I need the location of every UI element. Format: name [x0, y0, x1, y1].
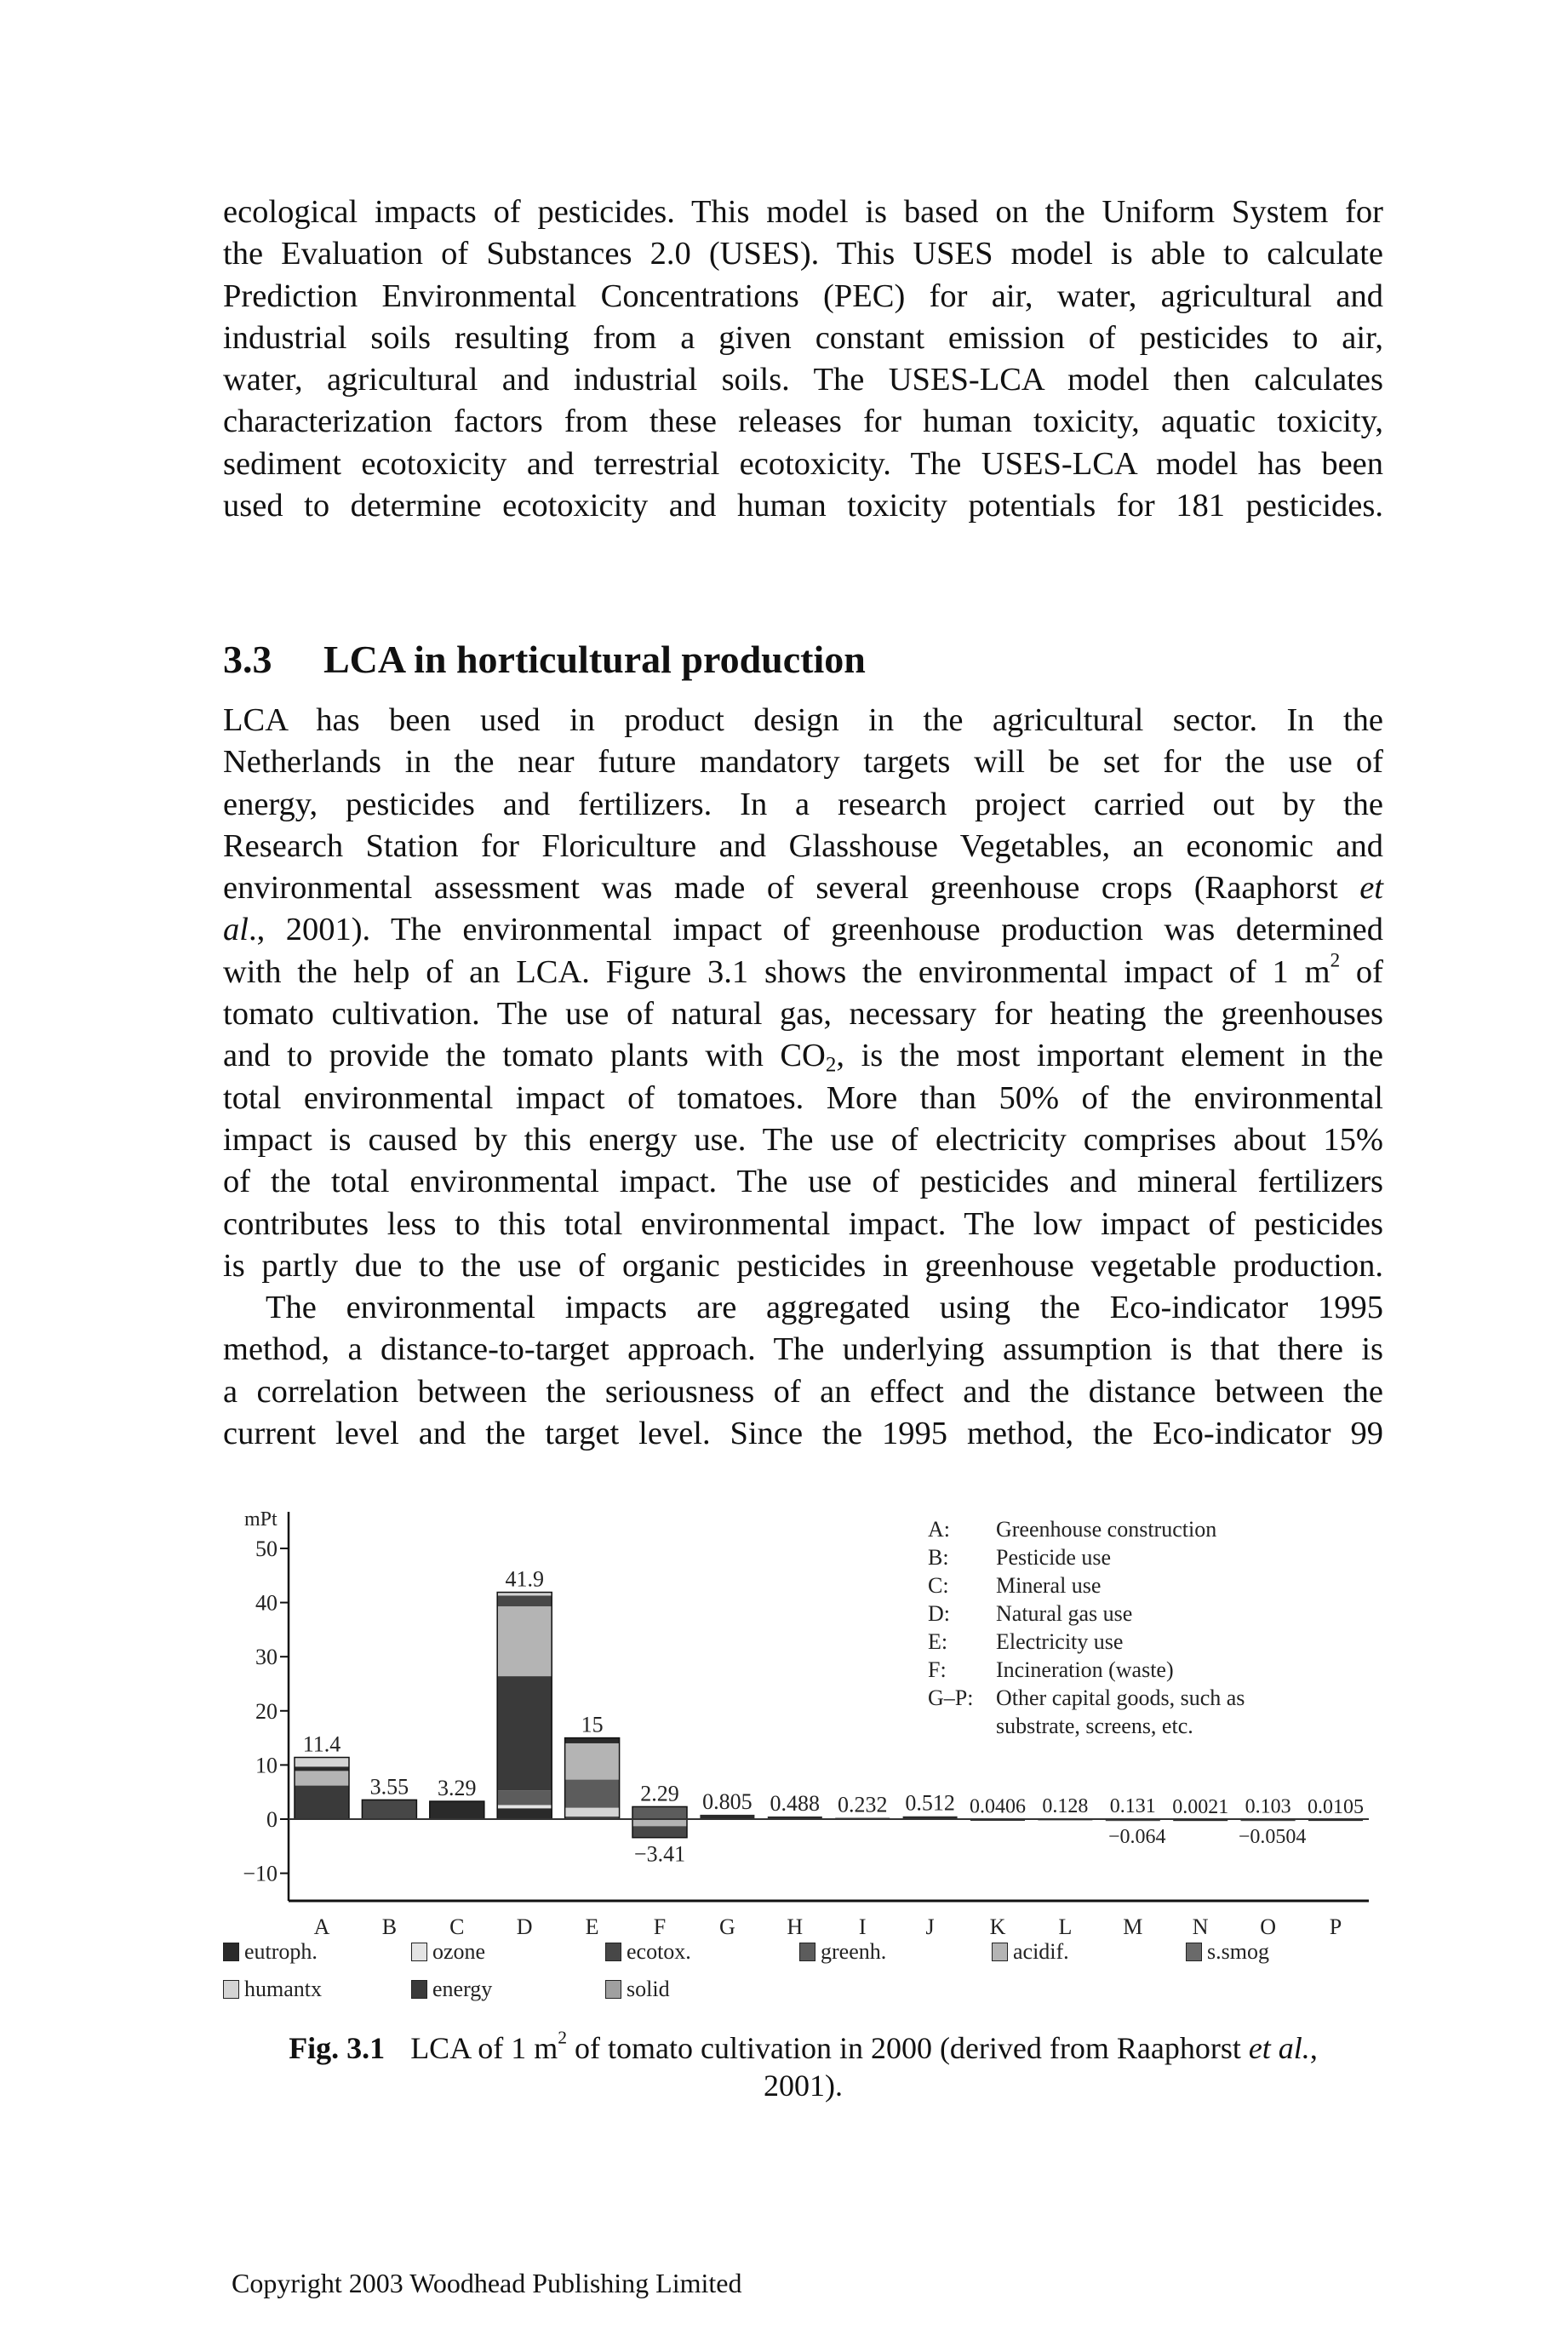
category-legend-row — [928, 1684, 1245, 1712]
bar-value-label: 3.55 — [369, 1774, 409, 1800]
bar-segment — [497, 1790, 552, 1805]
caption-text: of tomato cultivation in 2000 (derived from Raaphorst — [567, 2031, 1249, 2065]
x-tick-label: J — [925, 1914, 935, 1939]
x-tick-label: A — [313, 1914, 330, 1939]
y-tick-label: 40 — [255, 1590, 278, 1616]
text-segment: environmental assessment was made of several greenhouse crops (Raaphorst — [223, 870, 1360, 907]
subscript: 2 — [825, 1053, 837, 1077]
category-legend-row — [928, 1543, 1245, 1571]
legend-label: greenh. — [821, 1939, 887, 1964]
bar-value-label-negative: −0.0504 — [1238, 1826, 1307, 1848]
bar-segment — [497, 1606, 552, 1676]
text-line: sediment ecotoxicity and terrestrial ecotoxicity. The USES-LCA model has been — [223, 445, 1383, 482]
text-line: Research Station for Floriculture and Glasshouse Vegetables, an economic and — [223, 827, 1383, 864]
text-line: impact is caused by this energy use. The use of electricity comprises about 15% — [223, 1121, 1383, 1158]
caption-text: LCA of 1 m — [410, 2031, 558, 2065]
bar-segment — [497, 1808, 552, 1819]
text-line: The environmental impacts are aggregated using the Eco-indicator 1995 — [266, 1290, 1383, 1325]
bar-segment — [565, 1738, 620, 1743]
category-legend — [928, 1515, 1245, 1740]
bar-value-label: 3.29 — [438, 1776, 477, 1801]
series-legend-item — [1186, 1939, 1269, 1965]
y-axis-label: mPt — [244, 1508, 278, 1531]
bar-value-label: 2.29 — [640, 1781, 679, 1806]
category-key — [928, 1712, 996, 1740]
text-line: Prediction Environmental Concentrations (PEC) for air, water, agricultural and — [223, 278, 1383, 314]
category-legend-row — [928, 1656, 1245, 1684]
y-tick-label: 50 — [255, 1537, 278, 1561]
text-segment: ., 2001). The environmental impact of greenhouse production was determined — [248, 912, 1383, 948]
legend-label: solid — [627, 1977, 670, 2001]
text-segment: and to provide the tomato plants with CO — [223, 1038, 826, 1074]
category-key: A: — [928, 1517, 950, 1542]
x-tick-label: M — [1123, 1914, 1143, 1939]
italic-text: et al. — [1248, 2031, 1310, 2065]
y-tick-label: 10 — [255, 1753, 278, 1778]
x-tick-label: G — [719, 1914, 735, 1939]
bar-segment — [430, 1801, 484, 1819]
category-description: Incineration (waste) — [996, 1657, 1174, 1682]
bar-value-label: 0.512 — [905, 1790, 955, 1816]
bar-segment — [565, 1780, 620, 1808]
x-tick-label: I — [858, 1914, 867, 1939]
bar-segment — [295, 1766, 349, 1771]
category-legend-row — [928, 1599, 1245, 1628]
legend-swatch — [1186, 1943, 1202, 1961]
category-key: B: — [928, 1545, 949, 1570]
bar-segment — [632, 1826, 687, 1837]
legend-label: eutroph. — [244, 1939, 318, 1964]
category-description: Greenhouse construction — [996, 1517, 1217, 1542]
bar-value-label: 11.4 — [302, 1731, 341, 1757]
category-key: G–P: — [928, 1685, 974, 1710]
text-line: used to determine ecotoxicity and human toxicity potentials for 181 pesticides. — [223, 488, 1383, 524]
bar-value-label: 0.0406 — [970, 1795, 1026, 1818]
copyright-notice: Copyright 2003 Woodhead Publishing Limited — [232, 2268, 742, 2298]
text-line: method, a distance-to-target approach. The underlying assumption is that there is — [223, 1331, 1383, 1368]
bar-segment — [362, 1800, 416, 1819]
legend-swatch — [605, 1980, 621, 1999]
text-line: LCA has been used in product design in the agricultural sector. In the — [223, 702, 1383, 738]
text-segment: with the help of an LCA. Figure 3.1 shows the environmental impact of 1 m — [223, 953, 1331, 990]
caption-line — [223, 2029, 1383, 2067]
text-line: energy, pesticides and fertilizers. In a research project carried out by the — [223, 786, 1383, 822]
bar-segment — [295, 1786, 349, 1819]
text-line: industrial soils resulting from a given constant emission of pesticides to air, — [223, 319, 1383, 356]
italic-text: al — [223, 912, 249, 948]
category-description: substrate, screens, etc. — [996, 1714, 1193, 1738]
bar-value-label: 41.9 — [505, 1566, 544, 1592]
x-tick-label: N — [1192, 1914, 1209, 1939]
series-legend-item — [605, 1939, 691, 1965]
category-key: E: — [928, 1629, 948, 1654]
series-legend-item — [411, 1977, 492, 2002]
x-tick-label: B — [381, 1914, 398, 1939]
bar-value-label: 0.232 — [837, 1792, 888, 1817]
text-line: tomato cultivation. The use of natural gas, necessary for heating the greenhouses — [223, 996, 1383, 1033]
category-key: D: — [928, 1601, 950, 1626]
bar-segment — [497, 1595, 552, 1606]
caption-text: , — [1309, 2031, 1318, 2065]
series-legend-item — [605, 1977, 670, 2002]
x-tick-label: P — [1329, 1914, 1342, 1939]
legend-label: ozone — [432, 1939, 486, 1964]
legend-label: acidif. — [1013, 1939, 1069, 1964]
bar-value-label: 0.805 — [702, 1788, 753, 1814]
bar-value-label: 0.131 — [1109, 1795, 1156, 1818]
category-description: Other capital goods, such as — [996, 1685, 1245, 1710]
text-line: of the total environmental impact. The use of pesticides and mineral fertilizers — [223, 1164, 1383, 1200]
series-legend-item — [223, 1977, 322, 2002]
x-tick-label: C — [449, 1914, 465, 1939]
text-line: total environmental impact of tomatoes. More than 50% of the environmental — [223, 1079, 1383, 1116]
text-line: current level and the target level. Since the 1995 method, the Eco-indicator 99 — [223, 1415, 1383, 1451]
category-description: Mineral use — [996, 1573, 1102, 1598]
legend-swatch — [411, 1980, 427, 1999]
x-tick-label: E — [585, 1914, 599, 1939]
category-legend-row — [928, 1712, 1245, 1740]
x-tick-label: H — [787, 1914, 804, 1939]
bar-value-label: 0.103 — [1245, 1795, 1291, 1818]
figure-label: Fig. 3.1 — [289, 2031, 386, 2065]
legend-label: humantx — [244, 1977, 322, 2001]
bar-segment — [497, 1805, 552, 1808]
series-legend-item — [799, 1939, 886, 1965]
section-title: LCA in horticultural production — [323, 638, 866, 681]
bar-value-label: 0.0105 — [1308, 1795, 1364, 1818]
legend-swatch — [223, 1943, 239, 1961]
legend-swatch — [411, 1943, 427, 1961]
text-line: characterization factors from these releases for human toxicity, aquatic toxicity, — [223, 403, 1383, 440]
category-key: F: — [928, 1657, 947, 1682]
category-legend-row — [928, 1628, 1245, 1656]
legend-label: ecotox. — [627, 1939, 691, 1964]
section-number: 3.3 — [223, 638, 272, 681]
legend-label: s.smog — [1207, 1939, 1269, 1964]
text-line: ecological impacts of pesticides. This model is based on the Uniform System for — [223, 194, 1383, 230]
category-description: Natural gas use — [996, 1601, 1133, 1626]
bar-segment — [632, 1819, 687, 1826]
caption-line: 2001). — [764, 2069, 843, 2103]
legend-swatch — [223, 1980, 239, 1999]
category-legend-row — [928, 1515, 1245, 1543]
text-line: a correlation between the seriousness of an effect and the distance between the — [223, 1373, 1383, 1410]
category-description: Pesticide use — [996, 1545, 1112, 1570]
y-tick-label: 20 — [255, 1698, 278, 1724]
x-tick-label: O — [1260, 1914, 1276, 1939]
legend-swatch — [992, 1943, 1008, 1961]
bar-segment — [497, 1676, 552, 1790]
bar-segment — [632, 1806, 687, 1819]
bar-value-label-negative: −3.41 — [633, 1841, 686, 1867]
text-line: the Evaluation of Substances 2.0 (USES). This USES model is able to calculate — [223, 236, 1383, 272]
x-tick-label: F — [653, 1914, 667, 1939]
bar-value-label: 0.0021 — [1172, 1795, 1229, 1818]
bar-segment — [295, 1757, 349, 1766]
series-legend-item — [223, 1939, 318, 1965]
text-line: water, agricultural and industrial soils. The USES-LCA model then calculates — [223, 362, 1383, 398]
x-tick-label: D — [516, 1914, 533, 1939]
y-tick-label: 0 — [266, 1807, 278, 1832]
figure-caption — [223, 2029, 1383, 2104]
category-legend-row — [928, 1571, 1245, 1599]
x-tick-label: L — [1058, 1914, 1073, 1939]
bar-segment — [295, 1771, 349, 1785]
category-key: C: — [928, 1573, 949, 1598]
bar-value-label: 0.128 — [1042, 1795, 1089, 1818]
bar-segment — [565, 1743, 620, 1780]
text-line: contributes less to this total environmental impact. The low impact of pesticides — [223, 1205, 1383, 1242]
text-line: Netherlands in the near future mandatory targets will be set for the use of — [223, 744, 1383, 781]
superscript: 2 — [558, 2027, 567, 2048]
bar-value-label-negative: −0.064 — [1108, 1826, 1166, 1848]
text-line: is partly due to the use of organic pesticides in greenhouse vegetable production. — [223, 1247, 1383, 1284]
legend-swatch — [605, 1943, 621, 1961]
series-legend-item — [992, 1939, 1069, 1965]
series-legend-item — [411, 1939, 485, 1965]
bar-segment — [565, 1808, 620, 1817]
bar-value-label: 0.488 — [770, 1790, 821, 1816]
legend-swatch — [799, 1943, 815, 1961]
text-segment: of — [1340, 953, 1383, 990]
category-description: Electricity use — [996, 1629, 1124, 1654]
legend-label: energy — [432, 1977, 493, 2001]
superscript: 2 — [1330, 948, 1341, 971]
text-segment: , is the most important element in the — [836, 1038, 1384, 1074]
y-tick-label: 30 — [255, 1645, 278, 1670]
italic-text: et — [1359, 870, 1383, 907]
y-tick-label: −10 — [243, 1861, 278, 1886]
bar-value-label: 15 — [581, 1712, 604, 1737]
x-tick-label: K — [989, 1914, 1006, 1939]
